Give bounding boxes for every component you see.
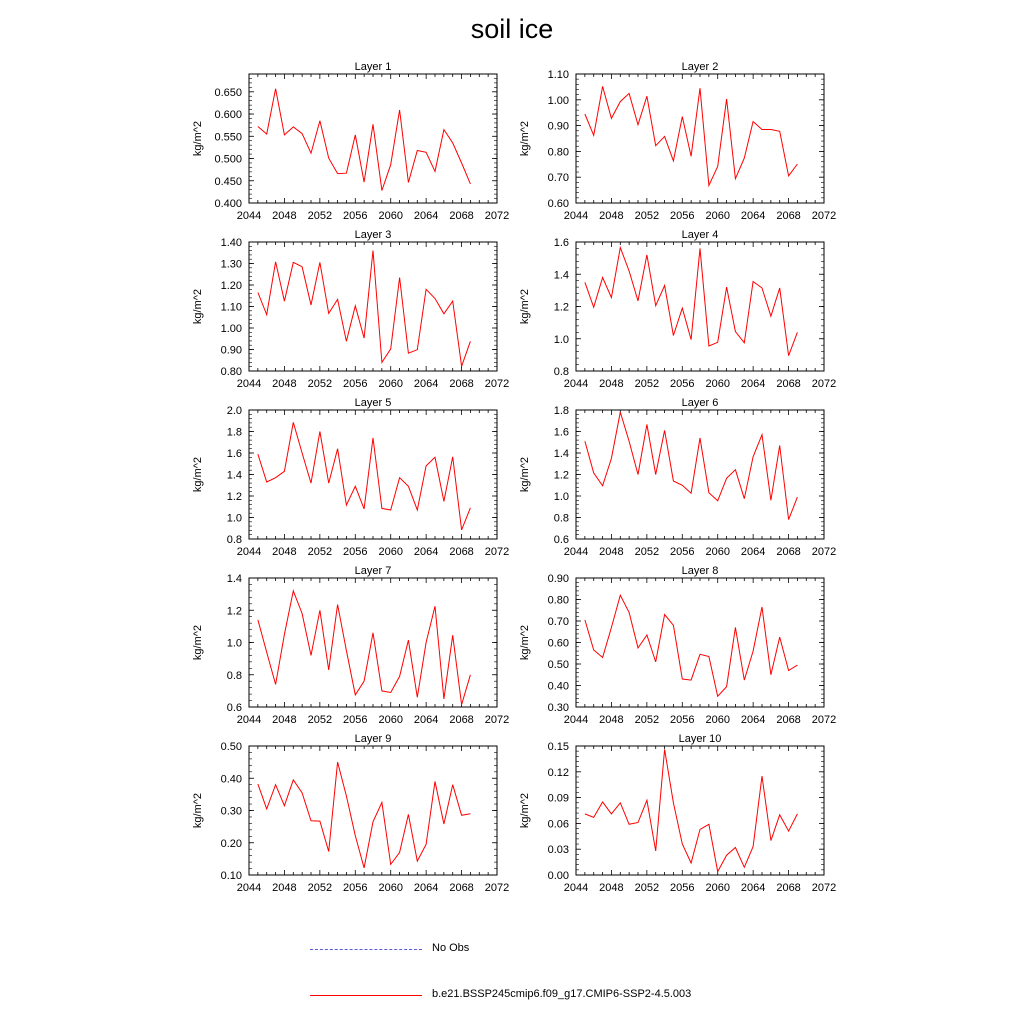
x-tick-label: 2068	[449, 882, 474, 894]
plot-frame	[576, 242, 824, 371]
y-axis-label: kg/m^2	[519, 288, 531, 325]
x-tick-label: 2044	[236, 378, 262, 390]
x-tick-label: 2056	[670, 210, 695, 222]
y-axis-label: kg/m^2	[192, 456, 204, 493]
x-tick-label: 2060	[705, 546, 730, 558]
x-tick-label: 2048	[272, 210, 297, 222]
legend-obs-swatch	[310, 949, 422, 950]
y-tick-label: 0.30	[547, 702, 569, 714]
panel-layer-1	[192, 61, 509, 222]
y-axis-label: kg/m^2	[192, 288, 204, 325]
x-tick-label: 2064	[740, 210, 766, 222]
x-tick-label: 2044	[563, 378, 589, 390]
x-tick-label: 2068	[776, 378, 801, 390]
x-tick-label: 2048	[272, 546, 297, 558]
x-tick-label: 2064	[413, 882, 439, 894]
y-tick-label: 0.8	[226, 669, 242, 682]
y-tick-label: 1.8	[226, 426, 242, 439]
y-tick-label: 1.2	[553, 301, 569, 314]
y-tick-label: 0.6	[553, 534, 569, 546]
y-tick-label: 1.2	[553, 469, 569, 482]
y-axis-label: kg/m^2	[192, 120, 204, 157]
panel-title: Layer 1	[354, 61, 392, 73]
x-tick-label: 2068	[449, 210, 474, 222]
panel-title: Layer 10	[678, 733, 722, 745]
y-axis-label: kg/m^2	[519, 120, 531, 157]
x-tick-label: 2048	[599, 882, 624, 894]
x-tick-label: 2060	[705, 210, 730, 222]
x-tick-label: 2044	[563, 210, 589, 222]
x-tick-label: 2056	[343, 882, 368, 894]
panel-title: Layer 9	[354, 733, 392, 745]
x-tick-label: 2044	[563, 882, 589, 894]
plot-frame	[249, 410, 497, 539]
x-tick-label: 2056	[343, 546, 368, 558]
x-tick-label: 2068	[776, 882, 801, 894]
series-line	[585, 86, 798, 185]
y-tick-label: 1.6	[226, 448, 242, 460]
y-axis-label: kg/m^2	[192, 792, 204, 829]
x-tick-label: 2044	[236, 546, 262, 558]
x-tick-label: 2072	[484, 210, 510, 222]
y-tick-label: 0.70	[547, 172, 569, 185]
y-tick-label: 0.10	[220, 870, 242, 882]
y-tick-label: 0.80	[547, 146, 569, 159]
plot-frame	[576, 578, 824, 707]
series-line	[258, 591, 471, 705]
x-tick-label: 2052	[634, 210, 660, 222]
panel-layer-7	[192, 565, 509, 726]
x-tick-label: 2068	[776, 714, 801, 726]
series-line	[585, 412, 798, 519]
x-tick-label: 2072	[484, 546, 510, 558]
y-tick-label: 0.8	[553, 366, 569, 378]
y-tick-label: 0.6	[226, 702, 242, 714]
panel-title: Layer 5	[354, 397, 392, 409]
x-tick-label: 2064	[740, 882, 766, 894]
y-tick-label: 2.0	[226, 405, 242, 417]
y-tick-label: 1.0	[553, 491, 569, 503]
y-tick-label: 0.400	[214, 198, 242, 210]
y-axis-label: kg/m^2	[519, 624, 531, 661]
x-tick-label: 2064	[413, 210, 439, 222]
x-tick-label: 2068	[776, 546, 801, 558]
panel-layer-10	[519, 733, 836, 894]
x-tick-label: 2056	[670, 378, 695, 390]
x-tick-label: 2064	[413, 714, 439, 726]
y-tick-label: 1.4	[226, 469, 242, 482]
y-tick-label: 1.8	[553, 405, 569, 417]
x-tick-label: 2060	[705, 714, 730, 726]
y-tick-label: 0.40	[220, 773, 242, 786]
y-tick-label: 0.20	[220, 837, 242, 850]
x-tick-label: 2052	[307, 210, 333, 222]
panel-title: Layer 2	[681, 61, 719, 73]
x-tick-label: 2060	[378, 546, 403, 558]
legend-obs-label: No Obs	[432, 942, 470, 954]
y-tick-label: 0.09	[547, 792, 569, 805]
x-tick-label: 2048	[272, 714, 297, 726]
y-tick-label: 0.8	[553, 512, 569, 525]
panel-layer-9	[192, 733, 509, 894]
y-tick-label: 1.40	[220, 237, 242, 249]
x-tick-label: 2068	[449, 378, 474, 390]
x-tick-label: 2072	[484, 714, 510, 726]
y-tick-label: 0.90	[547, 120, 569, 133]
x-tick-label: 2060	[705, 378, 730, 390]
y-tick-label: 0.450	[214, 175, 242, 188]
series-line	[585, 595, 798, 696]
x-tick-label: 2072	[811, 714, 837, 726]
panel-layer-8	[519, 565, 836, 726]
x-tick-label: 2048	[272, 378, 297, 390]
x-tick-label: 2052	[307, 714, 333, 726]
panel-layer-5	[192, 397, 509, 558]
y-tick-label: 0.00	[547, 870, 569, 882]
x-tick-label: 2060	[378, 210, 403, 222]
series-line	[258, 251, 471, 367]
x-tick-label: 2052	[634, 714, 660, 726]
x-tick-label: 2064	[740, 714, 766, 726]
y-tick-label: 0.650	[214, 86, 242, 99]
panel-title: Layer 6	[681, 397, 719, 409]
series-line	[258, 762, 471, 868]
y-tick-label: 1.6	[553, 426, 569, 439]
y-tick-label: 1.00	[547, 94, 569, 107]
y-tick-label: 0.15	[547, 741, 569, 753]
y-tick-label: 1.6	[553, 237, 569, 249]
y-tick-label: 0.12	[547, 766, 569, 779]
y-tick-label: 1.2	[226, 605, 242, 618]
x-tick-label: 2052	[634, 546, 660, 558]
x-tick-label: 2052	[634, 378, 660, 390]
y-tick-label: 0.90	[547, 573, 569, 585]
y-tick-label: 0.50	[220, 741, 242, 753]
x-tick-label: 2072	[811, 378, 837, 390]
panel-layer-6	[519, 397, 836, 558]
y-tick-label: 1.0	[226, 512, 242, 525]
page-title: soil ice	[470, 14, 554, 44]
legend-model	[310, 986, 810, 1006]
x-tick-label: 2064	[413, 546, 439, 558]
x-tick-label: 2072	[811, 546, 837, 558]
x-tick-label: 2064	[740, 546, 766, 558]
x-tick-label: 2064	[413, 378, 439, 390]
y-tick-label: 1.0	[553, 333, 569, 346]
plot-frame	[576, 410, 824, 539]
panel-title: Layer 3	[354, 229, 392, 241]
x-tick-label: 2044	[236, 714, 262, 726]
y-tick-label: 0.06	[547, 818, 569, 831]
series-line	[585, 749, 798, 871]
x-tick-label: 2068	[449, 714, 474, 726]
y-tick-label: 0.60	[547, 198, 569, 210]
x-tick-label: 2048	[599, 546, 624, 558]
series-line	[585, 248, 798, 356]
panel-layer-4	[519, 229, 836, 390]
y-tick-label: 0.8	[226, 534, 242, 546]
y-tick-label: 0.60	[547, 637, 569, 650]
x-tick-label: 2052	[634, 882, 660, 894]
x-tick-label: 2044	[236, 210, 262, 222]
panel-title: Layer 7	[354, 565, 392, 577]
x-tick-label: 2052	[307, 378, 333, 390]
legend-model-label: b.e21.BSSP245cmip6.f09_g17.CMIP6-SSP2-4.5.003	[432, 988, 692, 1000]
x-tick-label: 2060	[705, 882, 730, 894]
y-tick-label: 0.80	[220, 366, 242, 378]
x-tick-label: 2060	[378, 714, 403, 726]
panel-layer-2	[519, 61, 836, 222]
x-tick-label: 2048	[599, 210, 624, 222]
x-tick-label: 2072	[811, 210, 837, 222]
x-tick-label: 2044	[563, 714, 589, 726]
x-tick-label: 2072	[484, 378, 510, 390]
x-tick-label: 2044	[563, 546, 589, 558]
y-tick-label: 1.10	[547, 69, 569, 81]
x-tick-label: 2048	[272, 882, 297, 894]
x-tick-label: 2048	[599, 378, 624, 390]
y-axis-label: kg/m^2	[519, 456, 531, 493]
x-tick-label: 2072	[811, 882, 837, 894]
y-tick-label: 1.10	[220, 301, 242, 314]
x-tick-label: 2056	[343, 210, 368, 222]
plot-frame	[249, 74, 497, 203]
x-tick-label: 2052	[307, 882, 333, 894]
x-tick-label: 2056	[670, 546, 695, 558]
x-tick-label: 2068	[449, 546, 474, 558]
series-line	[258, 89, 471, 191]
x-tick-label: 2056	[670, 714, 695, 726]
y-tick-label: 1.4	[553, 448, 569, 460]
y-tick-label: 0.30	[220, 805, 242, 818]
x-tick-label: 2064	[740, 378, 766, 390]
y-axis-label: kg/m^2	[519, 792, 531, 829]
x-tick-label: 2056	[343, 714, 368, 726]
y-axis-label: kg/m^2	[192, 624, 204, 661]
x-tick-label: 2048	[599, 714, 624, 726]
plot-frame	[576, 746, 824, 875]
x-tick-label: 2068	[776, 210, 801, 222]
y-tick-label: 0.600	[214, 109, 242, 122]
legend-obs	[310, 940, 810, 960]
y-tick-label: 0.50	[547, 659, 569, 671]
x-tick-label: 2052	[307, 546, 333, 558]
x-tick-label: 2056	[343, 378, 368, 390]
series-line	[258, 422, 471, 530]
x-tick-label: 2072	[484, 882, 510, 894]
x-tick-label: 2060	[378, 378, 403, 390]
y-tick-label: 0.40	[547, 680, 569, 693]
y-tick-label: 1.0	[226, 637, 242, 650]
y-tick-label: 1.4	[226, 573, 242, 585]
legend-model-swatch	[310, 995, 422, 996]
x-tick-label: 2056	[670, 882, 695, 894]
y-tick-label: 1.00	[220, 323, 242, 335]
y-tick-label: 0.550	[214, 131, 242, 144]
y-tick-label: 1.20	[220, 280, 242, 292]
panel-title: Layer 4	[681, 229, 719, 241]
y-tick-label: 0.70	[547, 616, 569, 628]
y-tick-label: 0.03	[547, 844, 569, 857]
y-tick-label: 1.4	[553, 269, 569, 282]
panel-title: Layer 8	[681, 565, 719, 577]
y-tick-label: 0.80	[547, 594, 569, 607]
x-tick-label: 2044	[236, 882, 262, 894]
y-tick-label: 1.30	[220, 258, 242, 271]
y-tick-label: 0.90	[220, 344, 242, 357]
panel-layer-3	[192, 229, 509, 390]
y-tick-label: 1.2	[226, 491, 242, 503]
y-tick-label: 0.500	[214, 153, 242, 166]
x-tick-label: 2060	[378, 882, 403, 894]
